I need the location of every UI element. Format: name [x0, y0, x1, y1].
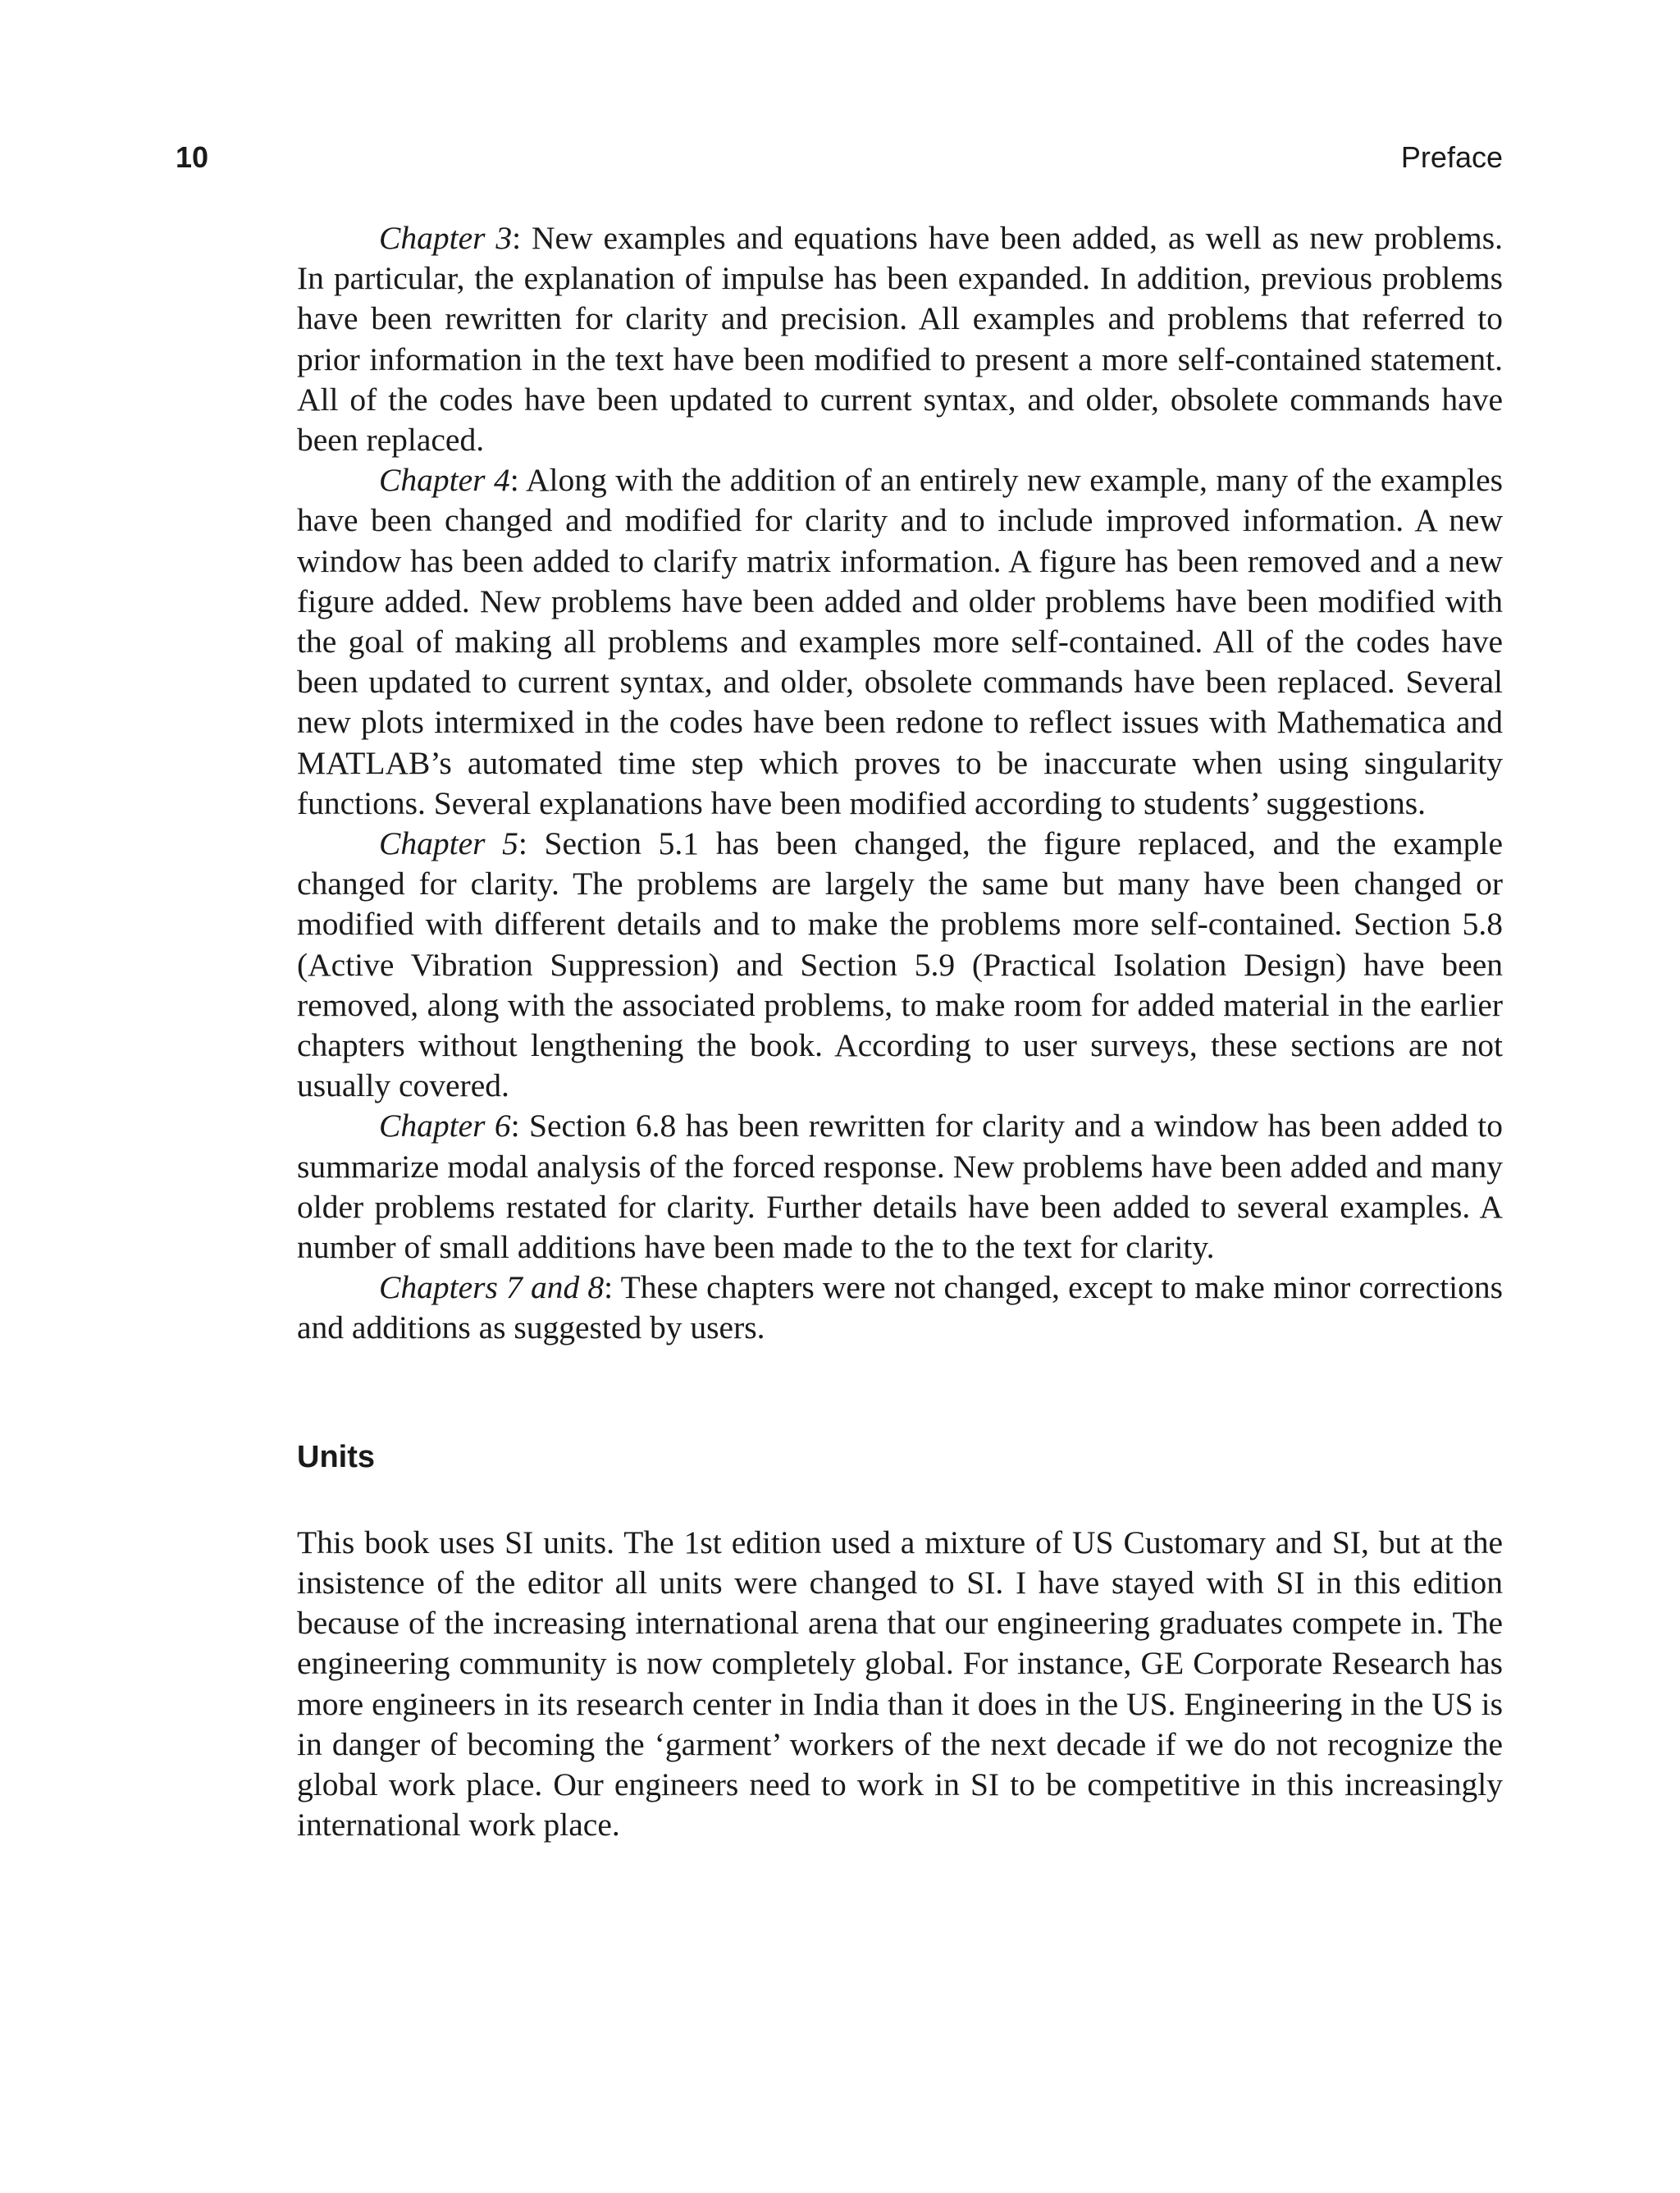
chapters-7-8-text: : These chapters were not changed, except to make minor corrections and additions as suggested by users.: [297, 1269, 1503, 1346]
chapter-3-lead: Chapter 3: [379, 220, 513, 256]
units-heading: Units: [297, 1439, 375, 1474]
chapters-7-8-lead: Chapters 7 and 8: [379, 1269, 605, 1306]
body-text: [297, 218, 1503, 1845]
chapter-4-lead: Chapter 4: [379, 462, 510, 499]
chapter-5-paragraph: [297, 824, 1503, 1106]
chapter-5-text: : Section 5.1 has been changed, the figure replaced, and the example changed for clarity. The problems are largely the same but many have been changed or modified with different details and to make the problems more self-contained. Section 5.8 (Active Vibration Suppression) and Section 5.9 (Practical Isolation Design) have been removed, along with the associated problems, to make room for added material in the earlier chapters without lengthening the book. According to user surveys, these sections are not usually covered.: [297, 825, 1503, 1104]
chapter-5-lead: Chapter 5: [379, 825, 518, 862]
chapter-3-text: : New examples and equations have been added, as well as new problems. In particular, the explanation of impulse has been expanded. In addition, previous problems have been rewritten for clarity and precision. All examples and problems that referred to prior information in the text have been modified to present a more self-contained statement. All of the codes have been updated to current syntax, and older, obsolete commands have been replaced.: [297, 220, 1503, 459]
chapters-7-8-paragraph: [297, 1268, 1503, 1348]
chapter-4-paragraph: [297, 460, 1503, 824]
chapter-4-text: : Along with the addition of an entirely new example, many of the examples have been changed and modified for clarity and to include improved information. A new window has been added to clarify matrix information. A figure has been removed and a new figure added. New problems have been added and older problems have been modified with the goal of making all problems and examples more self-contained. All of the codes have been updated to current syntax, and older, obsolete commands have been replaced. Several new plots intermixed in the codes have been redone to reflect issues with Mathematica and MATLAB’s automated time step which proves to be inaccurate when using singularity functions. Several explanations have been modified according to students’ suggestions.: [297, 462, 1503, 821]
chapter-6-text: : Section 6.8 has been rewritten for clarity and a window has been added to summarize modal analysis of the forced response. New problems have been added and many older problems restated for clarity. Further details have been added to several examples. A number of small additions have been made to the to the text for clarity.: [297, 1108, 1503, 1266]
chapter-6-paragraph: [297, 1106, 1503, 1268]
chapter-6-lead: Chapter 6: [379, 1108, 511, 1144]
units-paragraph: This book uses SI units. The 1st edition used a mixture of US Customary and SI, but at the insistence of the editor all units were changed to SI. I have stayed with SI in this edition because of the increasing international arena that our engineering graduates compete in. The engineering community is now completely global. For instance, GE Corporate Research has more engineers in its research center in India than it does in the US. Engineering in the US is in danger of becoming the ‘garment’ workers of the next decade if we do not recognize the global work place. Our engineers need to work in SI to be competitive in this increasingly international work place.: [297, 1524, 1503, 1843]
page-number: 10: [176, 140, 209, 174]
running-head: Preface: [1400, 140, 1503, 174]
chapter-3-paragraph: [297, 218, 1503, 460]
